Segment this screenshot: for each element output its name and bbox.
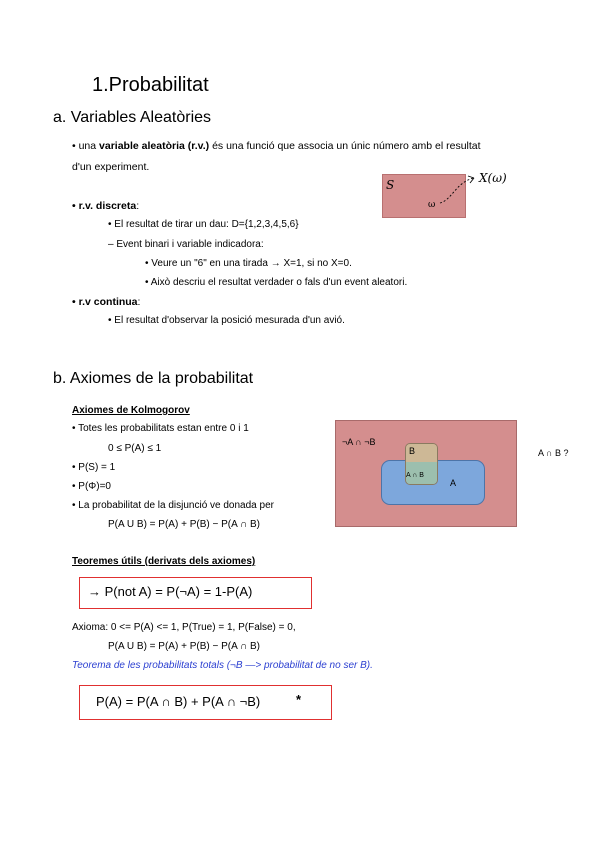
venn-intersection-label: A ∩ B [406,472,424,479]
discrete-item: – Event binari i variable indicadora: [108,239,264,250]
axiom-line: 0 ≤ P(A) ≤ 1 [108,443,162,454]
formula-asterisk: * [296,692,302,707]
formula-total-probability-box [79,685,332,720]
continuous-heading-colon: : [137,296,141,308]
binary-item: • Veure un "6" en una tirada → X=1, si no X=0. [145,258,352,269]
kolmogorov-title: Axiomes de Kolmogorov [72,405,190,416]
rv-definition-line2: d'un experiment. [72,161,150,173]
axiom-line: • P(Φ)=0 [72,481,111,492]
mapped-value-label: X(ω) [479,171,507,185]
discrete-heading-colon: : [136,200,140,212]
axiom-line: • P(S) = 1 [72,462,116,473]
discrete-heading [72,200,139,212]
venn-b-label: B [409,446,416,456]
continuous-item: • El resultat d'observar la posició mesurada d'un avió. [108,315,345,326]
rv-mapping-figure [382,170,542,220]
discrete-item: • El resultat de tirar un dau: D={1,2,3,4,5,6} [108,219,299,230]
total-probability-note: Teorema de les probabilitats totals (¬B —> probabilitat de no ser B). [72,660,373,671]
discrete-heading-label: • r.v. discreta [72,200,137,212]
mapping-arrow [382,170,542,220]
section-b-heading: b. Axiomes de la probabilitat [53,370,254,387]
rv-definition [72,140,481,152]
continuous-heading [72,296,140,308]
axiom-line: P(A U B) = P(A) + P(B) − P(A ∩ B) [108,519,260,530]
formula-total-probability: P(A) = P(A ∩ B) + P(A ∩ ¬B) [96,694,261,709]
axioma-line: Axioma: 0 <= P(A) <= 1, P(True) = 1, P(False) = 0, [72,622,296,633]
rv-definition-term: variable aleatòria (r.v.) [99,140,210,152]
sample-space-label: S [386,178,395,192]
continuous-heading-label: • r.v continua [72,296,138,308]
section-a-heading: a. Variables Aleatòries [53,109,212,126]
binary-item: • Això descriu el resultat verdader o fals d'un event aleatori. [145,277,408,288]
page-title: 1.Probabilitat [92,74,209,96]
venn-diagram [335,420,517,527]
venn-a-label: A [450,478,457,488]
formula-complement-box [79,577,312,609]
intersection-question: A ∩ B ? [538,448,569,458]
theorems-title: Teoremes útils (derivats dels axiomes) [72,556,256,567]
axiom-line: • La probabilitat de la disjunció ve donada per [72,500,274,511]
rv-definition-rest: és una funció que associa un únic número amb el resultat [209,140,481,152]
rv-definition-prefix: • una [72,140,100,152]
venn-outer-label: ¬A ∩ ¬B [342,437,376,447]
formula-complement: → P(not A) = P(¬A) = 1-P(A) [88,584,253,599]
omega-label: ω [428,200,436,210]
axioma-line2: P(A U B) = P(A) + P(B) − P(A ∩ B) [108,641,260,652]
axiom-line: • Totes les probabilitats estan entre 0 i 1 [72,423,249,434]
